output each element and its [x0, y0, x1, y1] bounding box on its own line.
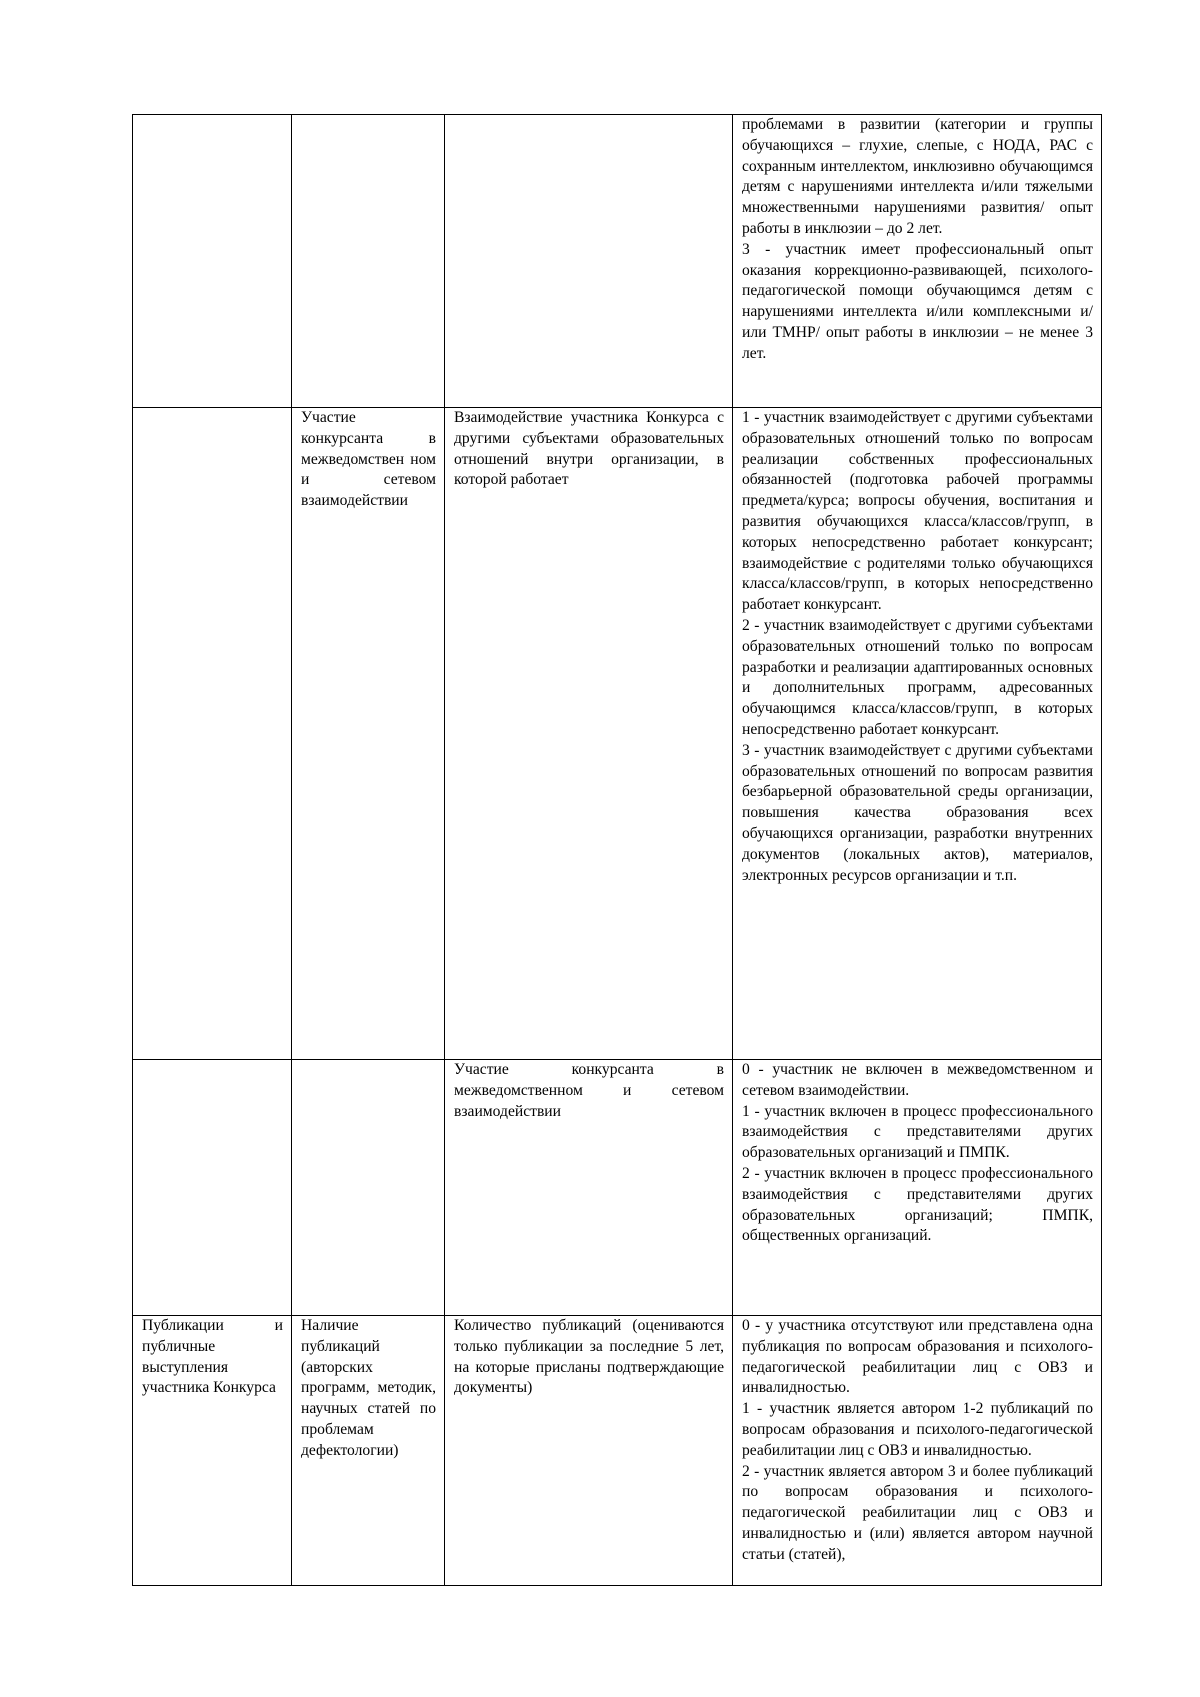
parameter-cell: Участие конкурсанта в межведомственном и сетевом взаимодействии: [445, 1060, 733, 1316]
indicator-cell: Наличие публикаций (авторских программ, методик, научных статей по проблемам дефектологии): [292, 1316, 445, 1586]
criterion-cell: [133, 1060, 292, 1316]
criterion-cell: [133, 408, 292, 1060]
indicator-cell: [292, 1060, 445, 1316]
scoring-cell: проблемами в развитии (категории и группы обучающихся – глухие, слепые, с НОДА, РАС с сохранным интеллектом, инклюзивно обучающимся детям с нарушениями интеллекта и/или тяжелыми множественными нарушениями развития/ опыт работы в инклюзии – до 2 лет. 3 - участник имеет профессиональный опыт оказания коррекционно-развивающей, психолого-педагогической помощи обучающимся детям с нарушениями интеллекта и/или комплексными и/или ТМНР/ опыт работы в инклюзии – не менее 3 лет.: [733, 115, 1102, 408]
scoring-cell: 1 - участник взаимодействует с другими субъектами образовательных отношений только по вопросам реализации собственных профессиональных обязанностей (подготовка рабочей программы предмета/курса; вопросы обучения, воспитания и развития обучающихся класса/классов/групп, в которых непосредственно работает конкурсант; взаимодействие с родителями только обучающихся класса/классов/групп, в которых непосредственно работает конкурсант. 2 - участник взаимодействует с другими субъектами образовательных отношений только по вопросам разработки и реализации адаптированных основных и дополнительных программ, адресованных обучающимся класса/классов/групп, в которых непосредственно работает конкурсант. 3 - участник взаимодействует с другими субъектами образовательных отношений по вопросам развития безбарьерной образовательной среды организации, повышения качества образования всех обучающихся организации, разработки внутренних документов (локальных актов), материалов, электронных ресурсов организации и т.п.: [733, 408, 1102, 1060]
indicator-cell: [292, 115, 445, 408]
parameter-cell: Взаимодействие участника Конкурса с другими субъектами образовательных отношений внутри организации, в которой работает: [445, 408, 733, 1060]
scoring-cell: 0 - у участника отсутствуют или представлена одна публикация по вопросам образования и психолого-педагогической реабилитации лиц с ОВЗ и инвалидностью. 1 - участник является автором 1-2 публикаций по вопросам образования и психолого-педагогической реабилитации лиц с ОВЗ и инвалидностью. 2 - участник является автором 3 и более публикаций по вопросам образования и психолого-педагогической реабилитации лиц с ОВЗ и инвалидностью и (или) является автором научной статьи (статей),: [733, 1316, 1102, 1586]
parameter-cell: [445, 115, 733, 408]
table-row: [133, 1316, 1102, 1586]
table-row: [133, 1060, 1102, 1316]
criterion-cell: [133, 115, 292, 408]
parameter-cell: Количество публикаций (оцениваются только публикации за последние 5 лет, на которые присланы подтверждающие документы): [445, 1316, 733, 1586]
criteria-table: [132, 114, 1102, 1586]
scoring-cell: 0 - участник не включен в межведомственном и сетевом взаимодействии. 1 - участник включен в процесс профессионального взаимодействия с представителями других образовательных организаций и ПМПК. 2 - участник включен в процесс профессионального взаимодействия с представителями других образовательных организаций; ПМПК, общественных организаций.: [733, 1060, 1102, 1316]
criterion-cell: Публикации и публичные выступления участника Конкурса: [133, 1316, 292, 1586]
table-row: [133, 408, 1102, 1060]
indicator-cell: Участие конкурсанта в межведомствен ном и сетевом взаимодействии: [292, 408, 445, 1060]
table-row: [133, 115, 1102, 408]
